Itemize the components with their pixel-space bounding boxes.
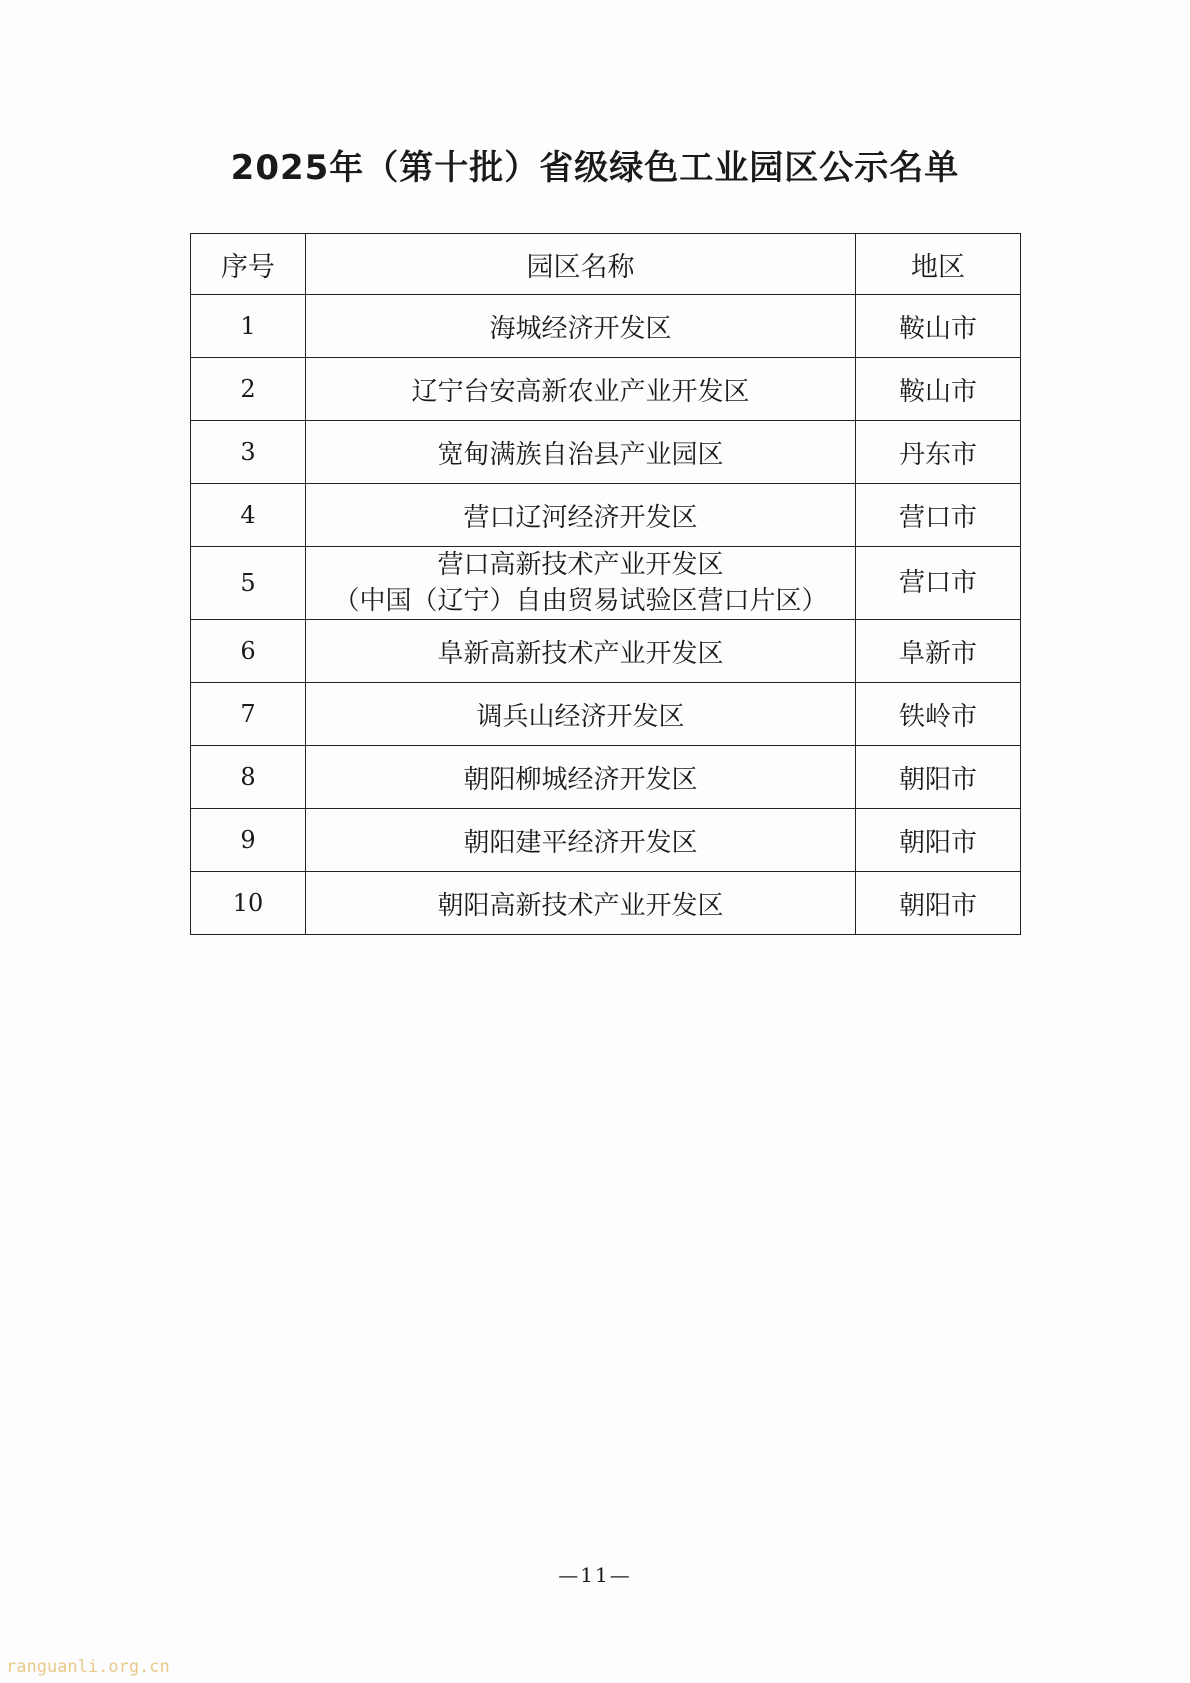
row-region: 朝阳市 (856, 746, 1021, 809)
row-index: 7 (191, 683, 306, 746)
table-header-row (191, 234, 1021, 295)
row-region: 丹东市 (856, 421, 1021, 484)
row-park-name-line: 营口高新技术产业开发区 (437, 550, 724, 580)
header-index: 序号 (191, 234, 306, 295)
row-index: 2 (191, 358, 306, 421)
row-park-name (306, 547, 856, 620)
header-region: 地区 (856, 234, 1021, 295)
page-number: —11— (558, 1563, 632, 1587)
row-index: 10 (191, 872, 306, 935)
row-region: 阜新市 (856, 620, 1021, 683)
row-park-name: 辽宁台安高新农业产业开发区 (306, 358, 856, 421)
row-region: 朝阳市 (856, 809, 1021, 872)
row-park-name: 阜新高新技术产业开发区 (306, 620, 856, 683)
row-park-name: 调兵山经济开发区 (306, 683, 856, 746)
table-row (191, 358, 1021, 421)
row-index: 4 (191, 484, 306, 547)
table-row (191, 295, 1021, 358)
row-region: 朝阳市 (856, 872, 1021, 935)
row-park-name: 朝阳高新技术产业开发区 (306, 872, 856, 935)
table-row (191, 746, 1021, 809)
table-row (191, 872, 1021, 935)
site-watermark: ranguanli.org.cn (6, 1657, 170, 1677)
table-row (191, 620, 1021, 683)
row-index: 6 (191, 620, 306, 683)
row-park-name: 朝阳建平经济开发区 (306, 809, 856, 872)
park-list-table (190, 233, 1021, 935)
document-title: 2025年（第十批）省级绿色工业园区公示名单 (230, 148, 960, 188)
table-row (191, 484, 1021, 547)
row-region: 铁岭市 (856, 683, 1021, 746)
row-region: 营口市 (856, 547, 1021, 620)
row-park-name: 营口辽河经济开发区 (306, 484, 856, 547)
row-region: 营口市 (856, 484, 1021, 547)
row-region: 鞍山市 (856, 295, 1021, 358)
row-park-name: 朝阳柳城经济开发区 (306, 746, 856, 809)
table-row (191, 421, 1021, 484)
row-index: 9 (191, 809, 306, 872)
row-index: 1 (191, 295, 306, 358)
row-index: 8 (191, 746, 306, 809)
row-region: 鞍山市 (856, 358, 1021, 421)
header-park-name: 园区名称 (306, 234, 856, 295)
row-park-name: 海城经济开发区 (306, 295, 856, 358)
table-row (191, 809, 1021, 872)
table-row (191, 547, 1021, 620)
row-park-name-line: （中国（辽宁）自由贸易试验区营口片区） (333, 586, 828, 616)
row-park-name: 宽甸满族自治县产业园区 (306, 421, 856, 484)
row-index: 5 (191, 547, 306, 620)
table-row (191, 683, 1021, 746)
row-index: 3 (191, 421, 306, 484)
